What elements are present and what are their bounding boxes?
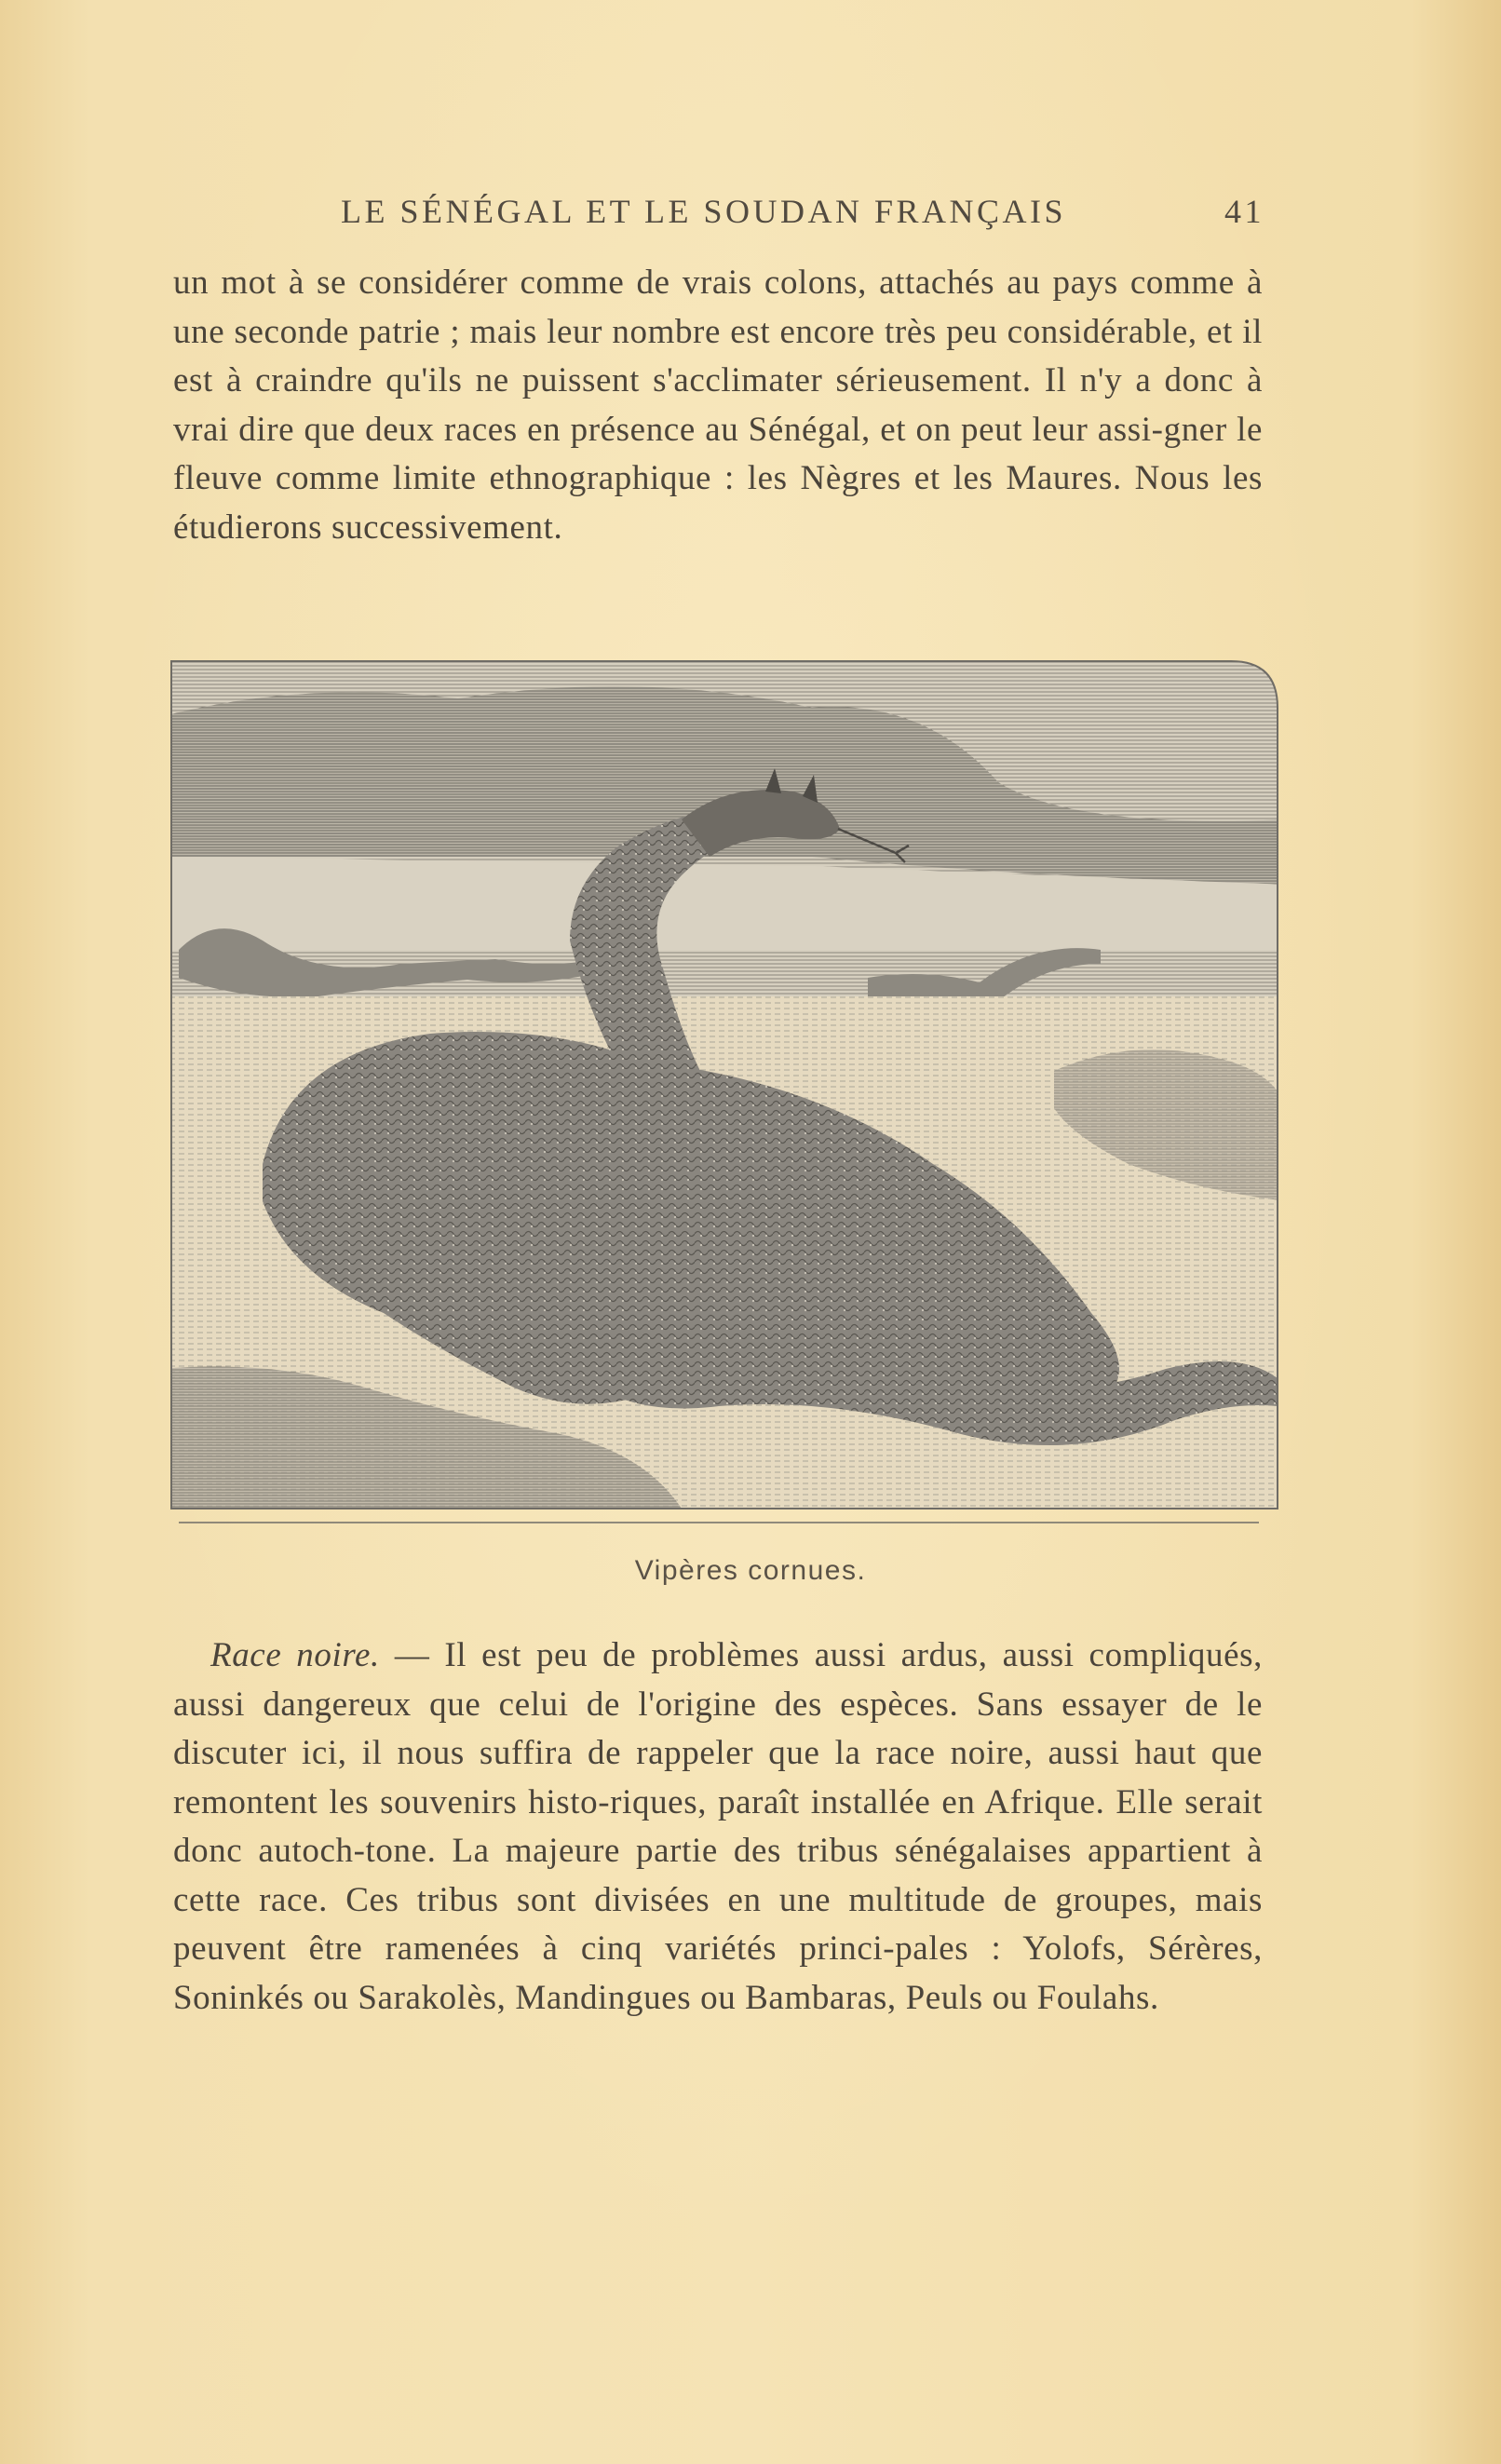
paragraph-intro — [173, 259, 1263, 552]
page-number: 41 — [1224, 193, 1264, 230]
paragraph-race-noire-text: — Il est peu de problèmes aussi ardus, aussi compliqués, aussi dangereux que celui de l'origine des espèces. Sans essayer de le discuter ici, il nous suffira de rappeler que la race noire, aussi haut que remontent les souvenirs histo-riques, paraît installée en Afrique. Elle serait donc autoch-tone. La majeure partie des tribus sénégalaises appartient à cette race. Ces tribus sont divisées en une multitude de groupes, mais peuvent être ramenées à cinq variétés princi-pales : Yolofs, Sérères, Soninkés ou Sarakolès, Mandingues ou Bambaras, Peuls ou Foulahs. — [173, 1636, 1263, 2017]
paragraph-intro-text: un mot à se considérer comme de vrais colons, attachés au pays comme à une seconde patrie ; mais leur nombre est encore très peu considérable, et il est à craindre qu'ils ne puissent s'acclimater sérieusement. Il n'y a donc à vrai dire que deux races en présence au Sénégal, et on peut leur assi-gner le fleuve comme limite ethnographique : les Nègres et les Maures. Nous les étudierons successivement. — [173, 264, 1263, 547]
section-lead-italic: Race noire. — [210, 1636, 380, 1674]
figure-caption: Vipères cornues. — [634, 1555, 867, 1586]
paragraph-race-noire — [173, 1631, 1263, 2023]
running-title: LE SÉNÉGAL ET LE SOUDAN FRANÇAIS — [341, 193, 1067, 230]
engraving-horned-vipers — [160, 643, 1289, 1537]
running-head — [175, 192, 1264, 237]
